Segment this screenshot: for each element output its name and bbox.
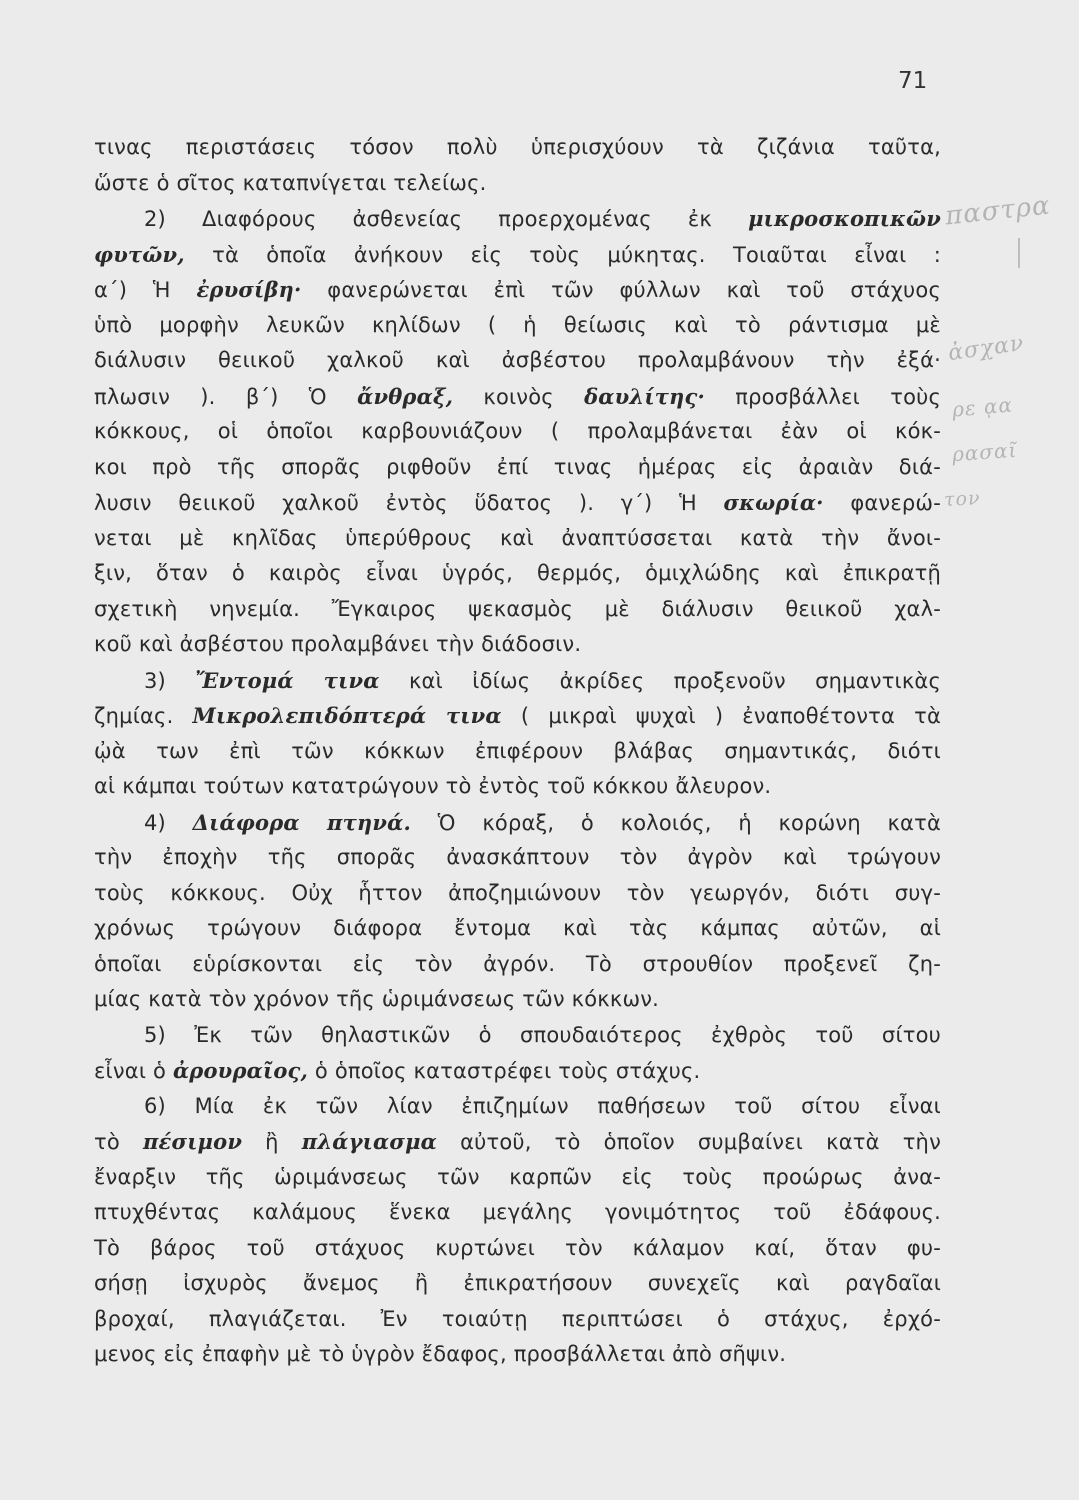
body-text bbox=[94, 130, 941, 1373]
text-line bbox=[94, 166, 941, 202]
text-segment: κοι πρὸ τῆς σπορᾶς ριφθοῦν ἐπί τινας ἡμέρας εἰς ἀραιὰν διά- bbox=[94, 454, 941, 479]
text-line bbox=[94, 947, 941, 983]
text-line bbox=[94, 1231, 941, 1267]
text-segment: πλωσιν ). β΄) Ὁ bbox=[94, 384, 358, 409]
text-line bbox=[94, 698, 941, 734]
text-segment: τινας περιστάσεις τόσον πολὺ ὑπερισχύουν τὰ ζιζάνια ταῦτα, bbox=[94, 135, 941, 159]
margin-note: τον bbox=[943, 487, 982, 511]
emphasized-term: ἐρυσίβη· bbox=[196, 277, 302, 302]
text-segment: τὴν ἐποχὴν τῆς σπορᾶς ἀνασκάπτουν τὸν ἀγρὸν καὶ τρώγουν bbox=[94, 845, 941, 869]
text-line bbox=[94, 627, 941, 663]
pencil-mark bbox=[1018, 238, 1020, 268]
text-line bbox=[94, 272, 941, 308]
emphasized-term: Ἔντομά τινα bbox=[195, 667, 380, 693]
text-line bbox=[94, 769, 941, 805]
text-segment: τοὺς κόκκους. Οὐχ ἧττον ἀποζημιώνουν τὸν γεωργόν, διότι συγ- bbox=[94, 880, 941, 905]
text-line bbox=[94, 1053, 941, 1089]
text-line bbox=[94, 1337, 941, 1373]
text-line bbox=[94, 521, 941, 557]
text-segment: ζημίας. bbox=[94, 704, 193, 728]
text-segment: σχετικὴ νηνεμία. Ἔγκαιρος ψεκασμὸς μὲ διάλυσιν θειικοῦ χαλ- bbox=[94, 596, 941, 621]
text-line bbox=[94, 663, 941, 699]
text-segment: αἱ κάμπαι τούτων κατατρώγουν τὸ ἐντὸς τοῦ κόκκου ἄλευρον. bbox=[94, 774, 772, 798]
text-segment: ἢ bbox=[242, 1130, 302, 1154]
text-line bbox=[94, 379, 941, 415]
text-line bbox=[94, 1195, 941, 1231]
text-segment: φανερώ- bbox=[823, 491, 941, 515]
text-line bbox=[94, 1089, 941, 1125]
text-segment: ὁ ὁποῖος καταστρέφει τοὺς στάχυς. bbox=[308, 1059, 701, 1083]
text-line bbox=[94, 840, 941, 876]
text-segment: πτυχθέντας καλάμους ἕνεκα μεγάλης γονιμότητος τοῦ ἐδάφους. bbox=[94, 1200, 941, 1224]
text-segment: εἶναι ὁ bbox=[94, 1059, 173, 1083]
text-segment: ξιν, ὅταν ὁ καιρὸς εἶναι ὑγρός, θερμός, ὁμιχλώδης καὶ ἐπικρατῇ bbox=[94, 561, 941, 585]
text-segment: Ὁ κόραξ, ὁ κολοιός, ἡ κορώνη κατὰ bbox=[411, 810, 941, 835]
text-segment: μίας κατὰ τὸν χρόνον τῆς ὡριμάνσεως τῶν κόκκων. bbox=[94, 987, 660, 1011]
text-segment: χρόνως τρώγουν διάφορα ἔντομα καὶ τὰς κάμπας αὐτῶν, αἱ bbox=[94, 916, 941, 940]
text-line bbox=[94, 734, 941, 770]
text-segment: 6) Μία ἐκ τῶν λίαν ἐπιζημίων παθήσεων τοῦ σίτου εἶναι bbox=[144, 1093, 941, 1118]
text-segment: σήσῃ ἰσχυρὸς ἄνεμος ἢ ἐπικρατήσουν συνεχεῖς καὶ ραγδαῖαι bbox=[94, 1271, 941, 1295]
text-segment: Τὸ βάρος τοῦ στάχυος κυρτώνει τὸν κάλαμον καί, ὅταν φυ- bbox=[94, 1235, 941, 1260]
text-line bbox=[94, 201, 941, 237]
text-line bbox=[94, 130, 941, 166]
page-number: 71 bbox=[898, 68, 928, 94]
text-segment: 2) Διαφόρους ἀσθενείας προερχομένας ἐκ bbox=[144, 207, 749, 231]
margin-note: ρε ᾳα bbox=[951, 392, 1014, 422]
text-segment: μενος εἰς ἐπαφὴν μὲ τὸ ὑγρὸν ἔδαφος, προσβάλλεται ἀπὸ σῆψιν. bbox=[94, 1342, 787, 1366]
text-segment: διάλυσιν θειικοῦ χαλκοῦ καὶ ἀσβέστου προλαμβάνουν τὴν ἐξά· bbox=[94, 348, 941, 372]
emphasized-term: Μικρολεπιδόπτερά τινα bbox=[192, 703, 502, 728]
text-segment: ᾠὰ των ἐπὶ τῶν κόκκων ἐπιφέρουν βλάβας σημαντικάς, διότι bbox=[94, 738, 941, 763]
emphasized-term: δαυλίτης· bbox=[584, 383, 705, 409]
text-segment: καὶ ἰδίως ἀκρίδες προξενοῦν σημαντικὰς bbox=[379, 668, 941, 693]
text-line bbox=[94, 982, 941, 1018]
text-segment: κοῦ καὶ ἀσβέστου προλαμβάνει τὴν διάδοσιν. bbox=[94, 632, 582, 656]
emphasized-term: Διάφορα πτηνά. bbox=[192, 809, 412, 835]
text-segment: προσβάλλει τοὺς bbox=[705, 384, 941, 409]
emphasized-term: πέσιμον bbox=[142, 1129, 243, 1154]
text-line bbox=[94, 343, 941, 379]
text-segment: ( μικραὶ ψυχαὶ ) ἐναποθέτοντα τὰ bbox=[501, 704, 941, 728]
margin-note: παστρα bbox=[943, 190, 1052, 232]
text-line bbox=[94, 592, 941, 628]
text-segment: 5) Ἐκ τῶν θηλαστικῶν ὁ σπουδαιότερος ἐχθρὸς τοῦ σίτου bbox=[144, 1022, 941, 1047]
text-line bbox=[94, 1266, 941, 1302]
margin-note: ἀσχαν bbox=[946, 330, 1026, 367]
text-segment: αὐτοῦ, τὸ ὁποῖον συμβαίνει κατὰ τὴν bbox=[437, 1130, 942, 1154]
text-segment: κοινὸς bbox=[453, 384, 585, 409]
text-segment: ὥστε ὁ σῖτος καταπνίγεται τελείως. bbox=[94, 170, 487, 195]
text-line bbox=[94, 414, 941, 450]
text-line bbox=[94, 1018, 941, 1054]
text-segment: τὸ bbox=[94, 1130, 143, 1154]
text-line bbox=[94, 556, 941, 592]
text-line bbox=[94, 450, 941, 486]
emphasized-term: σκωρία· bbox=[723, 490, 824, 515]
text-segment: ὁποῖαι εὑρίσκονται εἰς τὸν ἀγρόν. Τὸ στρουθίον προξενεῖ ζη- bbox=[94, 951, 941, 976]
text-segment: 4) bbox=[144, 810, 193, 835]
text-segment: φανερώνεται ἐπὶ τῶν φύλλων καὶ τοῦ στάχυος bbox=[301, 278, 941, 302]
text-segment: κόκκους, οἱ ὁποῖοι καρβουνιάζουν ( προλαμβάνεται ἐὰν οἱ κόκ- bbox=[94, 419, 941, 443]
emphasized-term: φυτῶν, bbox=[94, 241, 185, 267]
text-line bbox=[94, 1302, 941, 1338]
text-line bbox=[94, 1160, 941, 1196]
text-line bbox=[94, 876, 941, 912]
text-segment: λυσιν θειικοῦ χαλκοῦ ἐντὸς ὕδατος ). γ΄) Ἡ bbox=[94, 491, 724, 515]
text-segment: τὰ ὁποῖα ἀνήκουν εἰς τοὺς μύκητας. Τοιαῦται εἶναι : bbox=[184, 242, 941, 267]
emphasized-term: πλάγιασμα bbox=[301, 1129, 438, 1154]
text-segment: α΄) Ἡ bbox=[94, 278, 197, 302]
text-line bbox=[94, 1124, 941, 1160]
text-line bbox=[94, 308, 941, 344]
text-segment: νεται μὲ κηλῖδας ὑπερύθρους καὶ ἀναπτύσσεται κατὰ τὴν ἄνοι- bbox=[94, 525, 941, 550]
text-segment: βροχαί, πλαγιάζεται. Ἐν τοιαύτῃ περιπτώσει ὁ στάχυς, ἐρχό- bbox=[94, 1306, 941, 1331]
emphasized-term: ἄνθραξ, bbox=[357, 383, 454, 409]
text-segment: ἔναρξιν τῆς ὡριμάνσεως τῶν καρπῶν εἰς τοὺς προώρως ἀνα- bbox=[94, 1164, 941, 1189]
text-segment: 3) bbox=[144, 668, 196, 693]
text-segment: ὑπὸ μορφὴν λευκῶν κηλίδων ( ἡ θείωσις καὶ τὸ ράντισμα μὲ bbox=[94, 312, 941, 337]
emphasized-term: μικροσκοπικῶν bbox=[748, 206, 941, 231]
text-line bbox=[94, 911, 941, 947]
text-line bbox=[94, 805, 941, 841]
margin-note: ρασαῖ bbox=[951, 437, 1019, 467]
text-line bbox=[94, 237, 941, 273]
text-line bbox=[94, 485, 941, 521]
emphasized-term: ἀρουραῖος, bbox=[172, 1058, 309, 1083]
